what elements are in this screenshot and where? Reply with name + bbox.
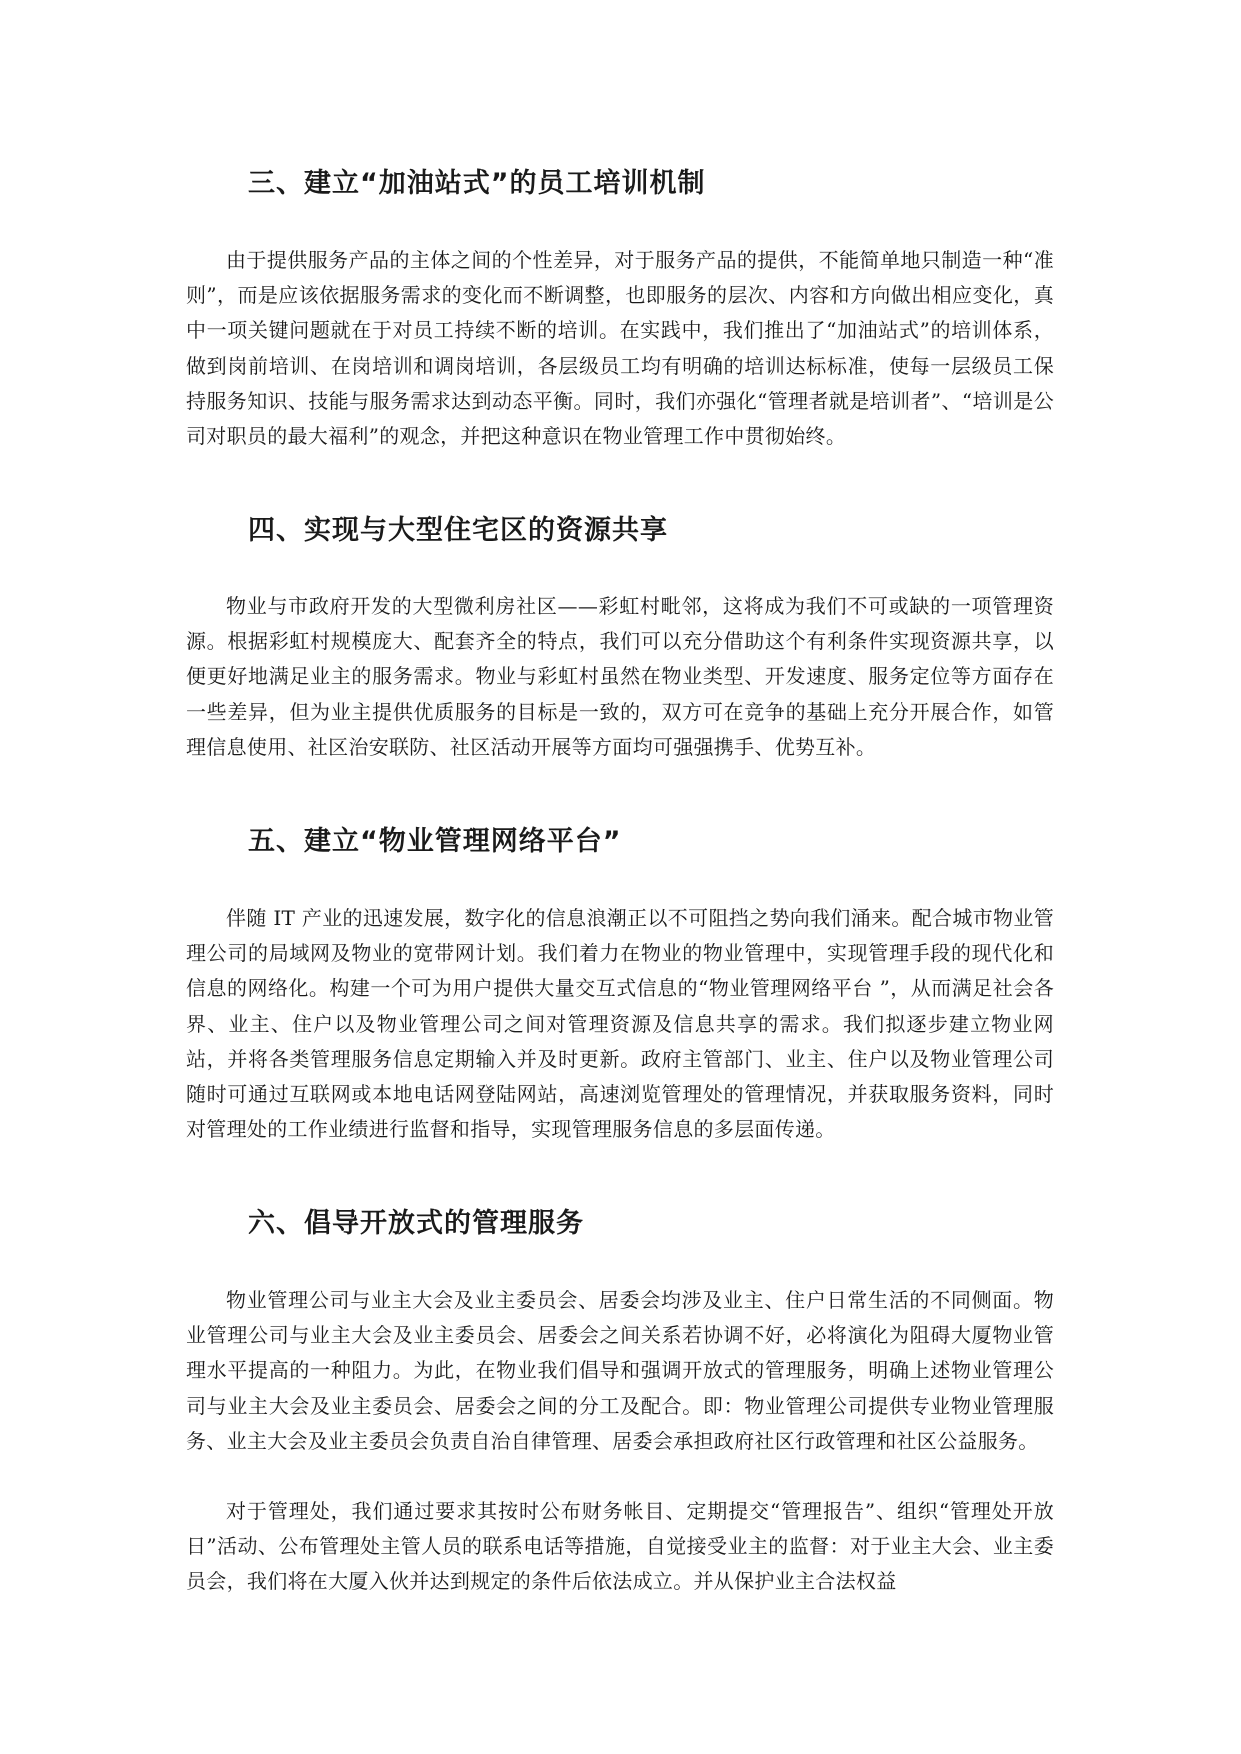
paragraph-network-platform: 伴随 IT 产业的迅速发展，数字化的信息浪潮正以不可阻挡之势向我们涌来。配合城市物业管理公司的局域网及物业的宽带网计划。我们着力在物业的物业管理中，实现管理手段的现代化和信息的网络化。构建一个可为用户提供大量交互式信息的“物业管理网络平台 ”，从而满足社会各界、业主、住户以及物业管理公司之间对管理资源及信息共享的需求。我们拟逐步建立物业网站，并将各类管理服务信息定期输入并及时更新。政府主管部门、业主、住户以及物业管理公司随时可通过互联网或本地电话网登陆网站，高速浏览管理处的管理情况，并获取服务资料，同时对管理处的工作业绩进行监督和指导，实现管理服务信息的多层面传递。 <box>186 906 1054 1142</box>
section-heading-staff-training: 三、建立“加油站式”的员工培训机制 <box>248 168 706 199</box>
paragraph-resource-sharing: 物业与市政府开发的大型微利房社区——彩虹村毗邻，这将成为我们不可或缺的一项管理资源。根据彩虹村规模庞大、配套齐全的特点，我们可以充分借助这个有利条件实现资源共享，以便更好地满足业主的服务需求。物业与彩虹村虽然在物业类型、开发速度、服务定位等方面存在一些差异，但为业主提供优质服务的目标是一致的，双方可在竞争的基础上充分开展合作，如管理信息使用、社区治安联防、社区活动开展等方面均可强强携手、优势互补。 <box>186 594 1054 759</box>
paragraph-open-management-2: 对于管理处，我们通过要求其按时公布财务帐目、定期提交“管理报告”、组织“管理处开放日”活动、公布管理处主管人员的联系电话等措施，自觉接受业主的监督：对于业主大会、业主委员会，我们将在大厦入伙并达到规定的条件后依法成立。并从保护业主合法权益 <box>186 1499 1054 1594</box>
paragraph-open-management-1: 物业管理公司与业主大会及业主委员会、居委会均涉及业主、住户日常生活的不同侧面。物业管理公司与业主大会及业主委员会、居委会之间关系若协调不好，必将演化为阻碍大厦物业管理水平提高的一种阻力。为此，在物业我们倡导和强调开放式的管理服务，明确上述物业管理公司与业主大会及业主委员会、居委会之间的分工及配合。即：物业管理公司提供专业物业管理服务、业主大会及业主委员会负责自治自律管理、居委会承担政府社区行政管理和社区公益服务。 <box>186 1288 1054 1453</box>
section-heading-open-management: 六、倡导开放式的管理服务 <box>248 1208 584 1239</box>
paragraph-staff-training: 由于提供服务产品的主体之间的个性差异，对于服务产品的提供，不能简单地只制造一种“准则”，而是应该依据服务需求的变化而不断调整，也即服务的层次、内容和方向做出相应变化，真中一项关键问题就在于对员工持续不断的培训。在实践中，我们推出了“加油站式”的培训体系，做到岗前培训、在岗培训和调岗培训，各层级员工均有明确的培训达标标准，使每一层级员工保持服务知识、技能与服务需求达到动态平衡。同时，我们亦强化“管理者就是培训者”、“培训是公司对职员的最大福利”的观念，并把这种意识在物业管理工作中贯彻始终。 <box>186 248 1054 449</box>
section-heading-resource-sharing: 四、实现与大型住宅区的资源共享 <box>248 515 668 546</box>
section-heading-network-platform: 五、建立“物业管理网络平台” <box>248 826 622 857</box>
